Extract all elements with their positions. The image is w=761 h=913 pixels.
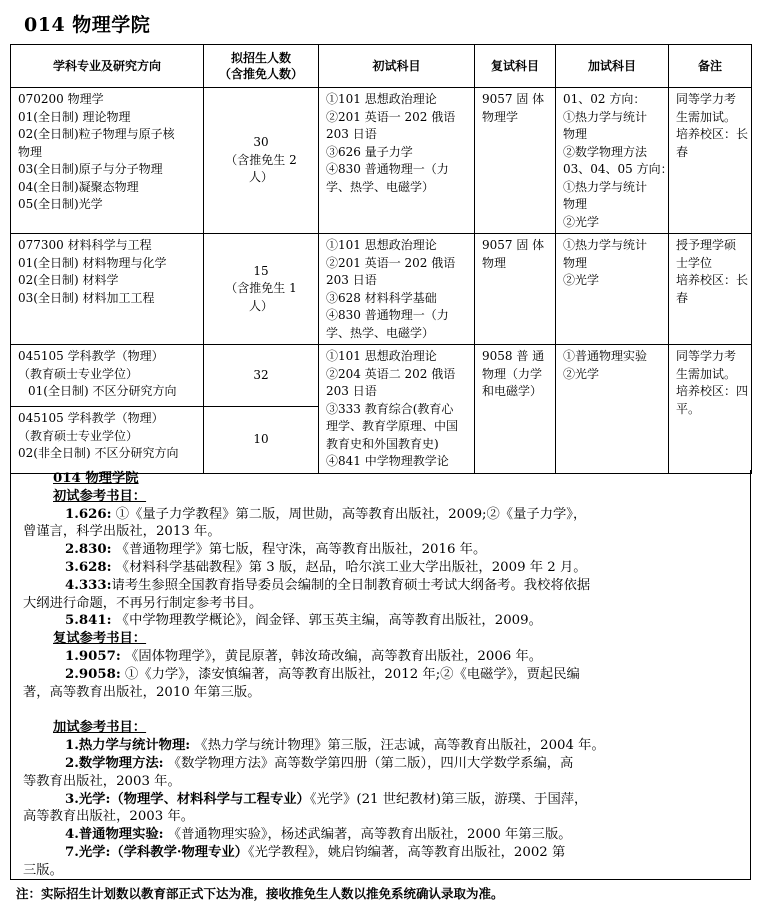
count-cell — [204, 345, 319, 407]
major-line: 01(全日制) 材料物理与化学 — [18, 255, 167, 270]
retest-cell — [475, 345, 556, 474]
book-entry — [23, 541, 743, 559]
header-exam: 初试科目 — [319, 45, 475, 88]
book-text: ①《量子力学教程》第二版，周世勋，高等教育出版社，2009;②《量子力学》， — [111, 506, 587, 522]
book-code: 2.数学物理方法: — [65, 755, 164, 771]
exam-line: ④841 中学物理教学论 — [326, 454, 449, 468]
exam-line: ③626 量子力学 — [326, 144, 413, 159]
book-code: 1.626: — [65, 506, 112, 522]
remark-cell — [669, 345, 752, 474]
reference-books-content — [23, 470, 743, 880]
book-text: 《普通物理学》第七版，程守洙，高等教育出版社，2016 年。 — [111, 542, 487, 558]
major-line: 03(全日制)原子与分子物理 — [18, 162, 163, 176]
header-count-sublabel: （含推免人数） — [218, 67, 303, 81]
exam-line: ①101 思想政治理论 — [326, 349, 437, 363]
remark-line: 生需加试。 — [676, 109, 737, 124]
book-entry — [23, 559, 743, 577]
remark-line: 春 — [676, 144, 689, 159]
extra-cell — [556, 88, 673, 234]
book-text: 著，高等教育出版社，2010 年第三版。 — [23, 684, 261, 700]
header-retest: 复试科目 — [475, 45, 556, 88]
extra-line: ①普通物理实验 — [563, 349, 648, 363]
major-line: 03(全日制) 材料加工工程 — [18, 290, 155, 305]
retest-cell — [475, 234, 556, 345]
retest-line: 和电磁学） — [482, 384, 543, 398]
exam-cell — [319, 88, 475, 234]
extra-line: 03、04、05 方向： — [563, 162, 673, 176]
remark-line: 同等学力考 — [676, 92, 737, 106]
retest-books-heading: 复试参考书目： — [53, 631, 147, 647]
reference-books-box — [10, 470, 751, 880]
remark-line: 生需加试。 — [676, 366, 737, 381]
remark-line: 培养校区：四 — [676, 384, 749, 398]
book-text: 等教育出版社，2003 年。 — [23, 773, 181, 789]
exam-line: 203 日语 — [326, 384, 377, 398]
book-text: 大纲进行命题，不再另行制定参考书目。 — [23, 595, 263, 611]
book-entry — [23, 773, 743, 791]
table-row — [11, 345, 752, 407]
book-entry — [23, 595, 743, 613]
count-value: 15 — [253, 263, 269, 278]
extra-line: ②数学物理方法 — [563, 144, 648, 159]
book-code: 2.9058: — [65, 666, 121, 682]
major-line: 物理 — [18, 144, 43, 159]
remark-line: 春 — [676, 290, 689, 305]
major-line: 05(全日制)光学 — [18, 197, 103, 211]
first-books-heading: 初试参考书目： — [53, 488, 147, 504]
book-text: 《材料科学基础教程》第 3 版，赵品，哈尔滨工业大学出版社，2009 年 2 月。 — [111, 559, 587, 575]
header-extra: 加试科目 — [556, 45, 669, 88]
major-line: （教育硕士专业学位） — [18, 366, 139, 381]
table-header-row — [11, 45, 752, 88]
book-code: 4.普通物理实验: — [65, 827, 164, 843]
remark-line: 同等学力考 — [676, 349, 737, 363]
remark-line: 士学位 — [676, 255, 713, 270]
major-cell — [11, 88, 204, 234]
extra-books-heading: 加试参考书目： — [53, 720, 147, 736]
major-cell — [11, 345, 204, 407]
extra-line: ②光学 — [563, 273, 600, 287]
exam-cell — [319, 345, 475, 474]
remark-cell — [669, 234, 752, 345]
retest-line: 9058 普 通 — [482, 349, 545, 363]
exam-line: ②201 英语一 202 俄语 — [326, 255, 456, 270]
retest-line: 物理 — [482, 255, 507, 270]
major-line: 02(全日制) 材料学 — [18, 273, 119, 287]
book-code: 5.841: — [65, 613, 112, 629]
count-note: 人） — [248, 298, 273, 313]
book-code: 7.光学:（学科教学·物理专业） — [65, 844, 248, 860]
book-text: 三版。 — [23, 862, 63, 878]
book-text: 《普通物理实验》，杨述武编著，高等教育出版社，2000 年第三版。 — [163, 827, 572, 843]
major-line: 04(全日制)凝聚态物理 — [18, 179, 139, 194]
retest-line: 9057 固 体 — [482, 238, 545, 252]
extra-line: ①热力学与统计 — [563, 238, 648, 252]
book-entry — [23, 844, 743, 862]
spacer — [23, 701, 743, 719]
exam-line: 学、热学、电磁学） — [326, 179, 435, 194]
book-entry — [23, 826, 743, 844]
header-count-label: 拟招生人数 — [230, 51, 291, 65]
count-note: （含推免生 2 — [225, 152, 297, 167]
book-entry — [23, 684, 743, 702]
book-code: 3.光学:（物理学、材料科学与工程专业） — [65, 791, 310, 807]
major-cell — [11, 234, 204, 345]
book-text: 《光学教程》，姚启钧编著，高等教育出版社，2002 第 — [247, 844, 566, 860]
exam-line: 教育史和外国教育史) — [326, 436, 439, 451]
major-line: 02(非全日制) 不区分研究方向 — [18, 446, 179, 461]
remark-line: 培养校区：长 — [676, 127, 749, 141]
exam-line: ④830 普通物理一（力 — [326, 162, 449, 176]
extra-line: 物理 — [563, 127, 588, 141]
book-text: 《光学》(21 世纪教材)第三版，游璞、于国萍， — [309, 791, 588, 807]
retest-cell — [475, 88, 556, 234]
exam-line: ④830 普通物理一（力 — [326, 308, 449, 322]
book-entry — [23, 666, 743, 684]
count-cell — [204, 234, 319, 345]
exam-line: ①101 思想政治理论 — [326, 238, 437, 252]
remark-cell — [669, 88, 752, 234]
book-code: 1.热力学与统计物理: — [65, 738, 191, 754]
count-note: （含推免生 1 — [225, 281, 297, 296]
book-entry — [23, 648, 743, 666]
remark-line: 培养校区：长 — [676, 273, 749, 287]
exam-line: 学、热学、电磁学） — [326, 325, 435, 340]
book-entry — [23, 791, 743, 809]
notes-heading: 014 物理学院 — [53, 471, 139, 486]
major-line: 045105 学科教学（物理） — [18, 349, 164, 363]
table-row — [11, 234, 752, 345]
book-code: 1.9057: — [65, 648, 121, 664]
header-remark: 备注 — [669, 45, 752, 88]
exam-line: ②201 英语一 202 俄语 — [326, 109, 456, 124]
count-note: 人） — [248, 170, 273, 185]
exam-line: ③333 教育综合(教育心 — [326, 401, 454, 416]
major-line: （教育硕士专业学位） — [18, 428, 139, 443]
book-entry — [23, 523, 743, 541]
book-entry — [23, 577, 743, 595]
count-cell — [204, 88, 319, 234]
major-line: 02(全日制)粒子物理与原子核 — [18, 127, 175, 141]
book-code: 2.830: — [65, 542, 112, 558]
exam-cell — [319, 234, 475, 345]
extra-line: ①热力学与统计 — [563, 109, 648, 124]
book-code: 4.333: — [65, 577, 112, 593]
major-line: 077300 材料科学与工程 — [18, 238, 152, 252]
extra-line: 物理 — [563, 255, 588, 270]
exam-line: 理学、教育学原理、中国 — [326, 419, 459, 433]
book-text: 请考生参照全国教育指导委员会编制的全日制教育硕士考试大纲备考。我校将依据 — [111, 577, 591, 593]
book-entry — [23, 755, 743, 773]
extra-cell — [556, 234, 669, 345]
extra-cell — [556, 345, 669, 474]
retest-line: 9057 固 体 — [482, 92, 545, 106]
exam-line: ③628 材料科学基础 — [326, 290, 437, 305]
extra-line: ①热力学与统计 — [563, 179, 648, 194]
exam-line: ②204 英语二 202 俄语 — [326, 366, 456, 381]
extra-line: ②光学 — [563, 366, 600, 381]
remark-line: 平。 — [676, 401, 701, 416]
count-value: 32 — [253, 367, 269, 382]
major-line: 01(全日制) 理论物理 — [18, 109, 131, 124]
major-line: 045105 学科教学（物理） — [18, 411, 164, 426]
count-value: 10 — [253, 432, 269, 447]
extra-line: 01、02 方向： — [563, 92, 646, 106]
retest-line: 物理（力学 — [482, 366, 543, 381]
book-entry — [23, 506, 743, 524]
page-title: 014 物理学院 — [24, 14, 151, 36]
book-entry — [23, 737, 743, 755]
book-text: 高等教育出版社，2003 年。 — [23, 809, 195, 825]
book-text: ①《力学》，漆安慎编著，高等教育出版社，2012 年;②《电磁学》，贾起民编 — [120, 666, 580, 682]
book-code: 3.628: — [65, 559, 112, 575]
book-text: 曾谨言，科学出版社，2013 年。 — [23, 524, 221, 540]
remark-line: 授予理学硕 — [676, 238, 737, 252]
book-text: 《热力学与统计物理》第三版，汪志诚，高等教育出版社，2004 年。 — [190, 738, 605, 754]
book-entry — [23, 862, 743, 880]
exam-line: ①101 思想政治理论 — [326, 92, 437, 106]
exam-line: 203 日语 — [326, 273, 377, 287]
book-text: 《数学物理方法》高等数学第四册（第二版），四川大学数学系编，高 — [163, 755, 574, 771]
book-text: 《固体物理学》，黄昆原著，韩汝琦改编，高等教育出版社，2006 年。 — [120, 648, 543, 664]
count-cell — [204, 407, 319, 473]
table-row — [11, 88, 752, 234]
exam-line: 203 日语 — [326, 127, 377, 141]
footnote: 注：实际招生计划数以教育部正式下达为准，接收推免生人数以推免系统确认录取为准。 — [16, 886, 504, 901]
count-value: 30 — [253, 135, 269, 150]
book-text: 《中学物理教学概论》，阎金铎、郭玉英主编，高等教育出版社，2009。 — [111, 613, 542, 629]
retest-line: 物理学 — [482, 109, 519, 124]
admissions-table — [10, 44, 752, 474]
major-line: 070200 物理学 — [18, 92, 104, 106]
book-entry — [23, 612, 743, 630]
book-entry — [23, 808, 743, 826]
extra-line: 物理 — [563, 197, 588, 211]
header-major: 学科专业及研究方向 — [11, 45, 204, 88]
extra-line: ②光学 — [563, 214, 600, 229]
header-count — [204, 45, 319, 88]
major-line: 01(全日制) 不区分研究方向 — [28, 384, 177, 398]
major-cell — [11, 407, 204, 473]
